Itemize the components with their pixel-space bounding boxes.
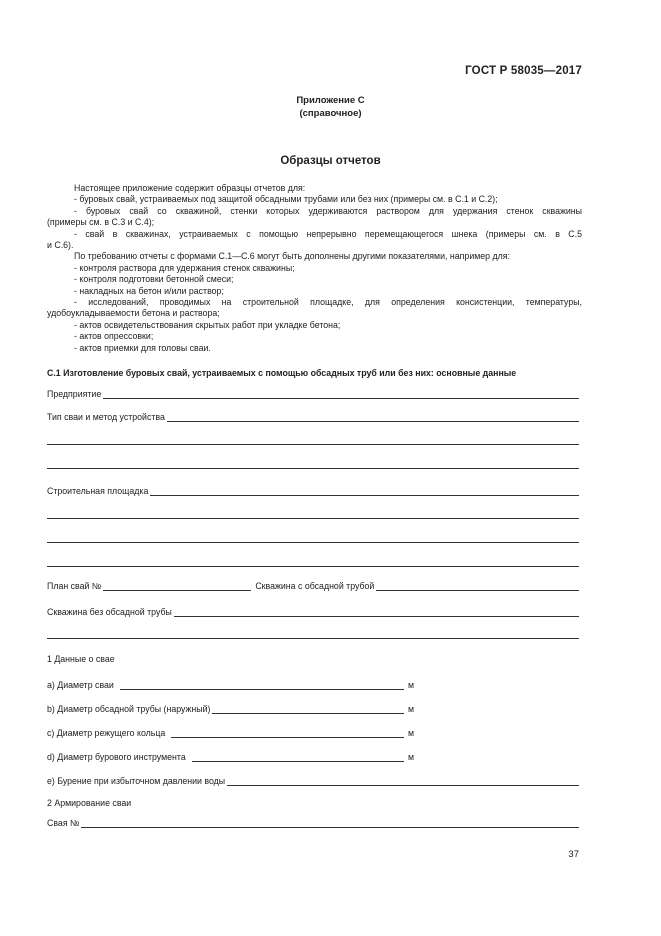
intro-line: Настоящее приложение содержит образцы отчетов для: — [74, 183, 306, 193]
cutting-ring-diameter-field[interactable] — [47, 725, 414, 738]
pile-type-extra-line[interactable] — [47, 444, 579, 445]
well-without-casing-line[interactable] — [174, 606, 579, 617]
well-without-casing-field[interactable] — [47, 604, 579, 617]
casing-diameter-line[interactable] — [212, 703, 404, 714]
intro-line: удобоукладываемости бетона и раствора; — [47, 308, 220, 319]
intro-line: - контроля подготовки бетонной смеси; — [74, 274, 234, 285]
intro-paragraph — [47, 183, 582, 354]
overpressure-drilling-label: e) Бурение при избыточном давлении воды — [47, 776, 226, 786]
site-line[interactable] — [150, 485, 579, 496]
intro-line: - контроля раствора для удержания стенок скважины; — [74, 262, 295, 273]
overpressure-drilling-field[interactable] — [47, 773, 579, 786]
appendix-note: (справочное) — [299, 108, 362, 119]
pile-number-label: Свая № — [47, 818, 80, 828]
pile-plan-label: План свай № — [47, 581, 102, 591]
page-title: Образцы отчетов — [280, 155, 381, 167]
drill-tool-diameter-line[interactable] — [192, 751, 404, 762]
pile-plan-well-row — [47, 578, 579, 591]
cutting-ring-diameter-line[interactable] — [171, 727, 404, 738]
enterprise-label: Предприятие — [47, 389, 102, 399]
unit-label: м — [407, 752, 414, 762]
well-with-casing-label: Скважина с обсадной трубой — [255, 581, 375, 591]
intro-line: - актов опрессовки; — [74, 331, 154, 342]
well-with-casing-line[interactable] — [376, 580, 579, 591]
site-extra-line[interactable] — [47, 566, 579, 567]
well-without-casing-label: Скважина без обсадной трубы — [47, 607, 172, 617]
pile-diameter-line[interactable] — [120, 679, 404, 690]
pile-type-label: Тип сваи и метод устройства — [47, 412, 165, 422]
drill-tool-diameter-label: d) Диаметр бурового инструмента — [47, 752, 186, 762]
intro-line: (примеры см. в С.3 и С.4); — [47, 217, 155, 228]
intro-line: - исследований, проводимых на строительной площадке, для определения консистенции, температуры, — [74, 297, 582, 308]
pile-number-field[interactable] — [47, 815, 579, 828]
intro-line: - накладных на бетон и/или раствор; — [74, 285, 224, 296]
pile-type-field[interactable] — [47, 409, 579, 422]
appendix-title: Приложение С — [296, 95, 365, 106]
casing-diameter-field[interactable] — [47, 701, 414, 714]
site-extra-line[interactable] — [47, 542, 579, 543]
section-c1-heading: С.1 Изготовление буровых свай, устраиваемых с помощью обсадных труб или без них: основные данные — [47, 368, 517, 378]
well-without-casing-extra-line[interactable] — [47, 638, 579, 639]
reinforcement-heading: 2 Армирование сваи — [47, 798, 132, 808]
pile-diameter-label: а) Диаметр сваи — [47, 680, 114, 690]
unit-label: м — [407, 704, 414, 714]
pile-plan-line[interactable] — [103, 580, 251, 591]
unit-label: м — [407, 680, 414, 690]
casing-diameter-label: b) Диаметр обсадной трубы (наружный) — [47, 704, 211, 714]
intro-line: и С.6). — [47, 240, 74, 251]
intro-line: - свай в скважинах, устраиваемых с помощью непрерывно перемещающегося шнека (примеры см. в С.5 — [74, 228, 582, 239]
pile-type-line[interactable] — [167, 411, 579, 422]
intro-line: - буровых свай, устраиваемых под защитой обсадными трубами или без них (примеры см. в С.1 и С.2); — [74, 194, 498, 205]
pile-type-extra-line[interactable] — [47, 468, 579, 469]
intro-line: - актов освидетельствования скрытых работ при укладке бетона; — [74, 319, 341, 330]
site-extra-line[interactable] — [47, 518, 579, 519]
site-field[interactable] — [47, 483, 579, 496]
pile-data-heading: 1 Данные о свае — [47, 654, 115, 664]
intro-line: По требованию отчеты с формами С.1—С.6 могут быть дополнены другими показателями, например для: — [74, 251, 510, 262]
pile-number-line[interactable] — [81, 817, 579, 828]
overpressure-drilling-line[interactable] — [227, 775, 579, 786]
cutting-ring-diameter-label: c) Диаметр режущего кольца — [47, 728, 166, 738]
unit-label: м — [407, 728, 414, 738]
pile-diameter-field[interactable] — [47, 677, 414, 690]
page-number: 37 — [568, 849, 579, 860]
enterprise-line[interactable] — [103, 388, 579, 399]
enterprise-field[interactable] — [47, 386, 579, 399]
document-standard-number: ГОСТ Р 58035—2017 — [465, 65, 582, 77]
intro-line: - буровых свай со скважиной, стенки которых удерживаются раствором для удержания стенок скважины — [74, 205, 582, 216]
drill-tool-diameter-field[interactable] — [47, 749, 414, 762]
intro-line: - актов приемки для головы сваи. — [74, 342, 211, 353]
site-label: Строительная площадка — [47, 486, 149, 496]
